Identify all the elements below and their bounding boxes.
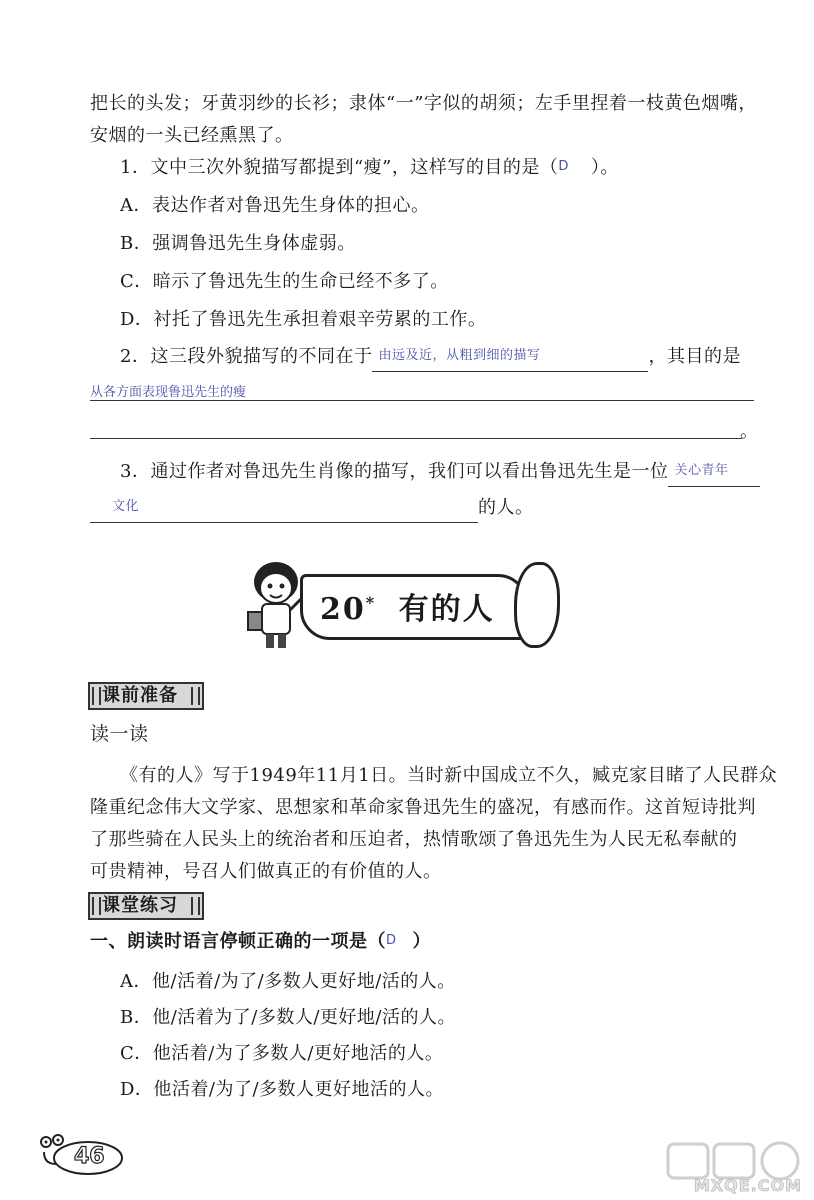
answer-line-1[interactable] [90,400,754,401]
intro-paragraph-line-3: 了那些骑在人民头上的统治者和压迫者，热情歌颂了鲁迅先生为人民无私奉献的 [90,829,738,850]
question-1 [120,156,619,182]
practice-option-c: C．他活着/为了多数人/更好地活的人。 [120,1043,444,1064]
question-1-close: ）。 [590,157,619,178]
intro-paragraph-line-2: 隆重纪念伟大文学家、思想家和革命家鲁迅先生的盛况，有感而作。这首短诗批判 [90,797,756,818]
practice-option-d: D．他活着/为了/多数人更好地活的人。 [120,1079,445,1100]
practice-question-1-answer: D [386,933,397,948]
question-2-answer-1: 由远及近，从粗到细的描写 [378,348,541,363]
lesson-star: * [365,593,377,612]
question-3-blank-1[interactable] [668,460,760,487]
practice-option-a: A．他/活着/为了/多数人更好地/活的人。 [120,971,456,992]
question-2-mid: ，其目的是 [648,346,741,367]
subheading-read: 读一读 [90,723,149,745]
intro-paragraph-line-1: 《有的人》写于1949年11月1日。当时新中国成立不久，臧克家目睹了人民群众 [120,765,778,786]
practice-option-b: B．他/活着为了/多数人/更好地/活的人。 [120,1007,456,1028]
question-3-answer-2: 文化 [112,499,140,514]
lesson-number: 20 [320,592,366,627]
question-2-blank-1[interactable] [372,345,648,372]
watermark-text: MXQE.COM [693,1176,802,1195]
page-number: 46 [74,1144,105,1169]
question-2-answer-2: 从各方面表现鲁迅先生的瘦 [90,385,247,400]
intro-paragraph-line-4: 可贵精神，号召人们做真正的有价值的人。 [90,861,442,882]
question-1-option-b: B．强调鲁迅先生身体虚弱。 [120,233,356,254]
question-3-end: 的人。 [478,497,534,518]
question-3 [120,460,760,487]
lesson-banner [240,556,560,656]
lesson-title [320,584,495,628]
practice-question-1-close: ） [412,931,432,952]
question-3-line-2 [90,496,534,523]
passage-line-2: 安烟的一头已经熏黑了。 [90,125,294,146]
question-1-option-d: D．衬托了鲁迅先生承担着艰辛劳累的工作。 [120,309,487,330]
question-3-blank-2[interactable] [90,496,478,523]
section-header-practice: 课堂练习 [88,892,204,920]
answer-line-2[interactable] [90,438,742,439]
question-1-prompt: 1．文中三次外貌描写都提到“瘦”，这样写的目的是（ [120,157,559,178]
passage-line-1: 把长的头发；牙黄羽纱的长衫；隶体“一”字似的胡须；左手里捏着一枝黄色烟嘴， [90,93,757,114]
question-1-option-a: A．表达作者对鲁迅先生身体的担心。 [120,195,430,216]
question-3-answer-1: 关心青年 [674,463,729,478]
lesson-name: 有的人 [398,592,495,627]
question-2 [120,345,741,372]
question-2-end: 。 [740,421,759,442]
scroll-curl-icon [514,562,560,648]
section-header-prep: 课前准备 [88,682,204,710]
question-2-prompt: 2．这三段外貌描写的不同在于 [120,346,373,367]
page-number-badge [38,1130,128,1180]
practice-question-1 [90,930,431,956]
question-1-answer: D [558,159,569,174]
question-3-prompt: 3．通过作者对鲁迅先生肖像的描写，我们可以看出鲁迅先生是一位 [120,461,669,482]
question-1-option-c: C．暗示了鲁迅先生的生命已经不多了。 [120,271,449,292]
practice-question-1-prompt: 一、朗读时语言停顿正确的一项是（ [90,931,386,952]
